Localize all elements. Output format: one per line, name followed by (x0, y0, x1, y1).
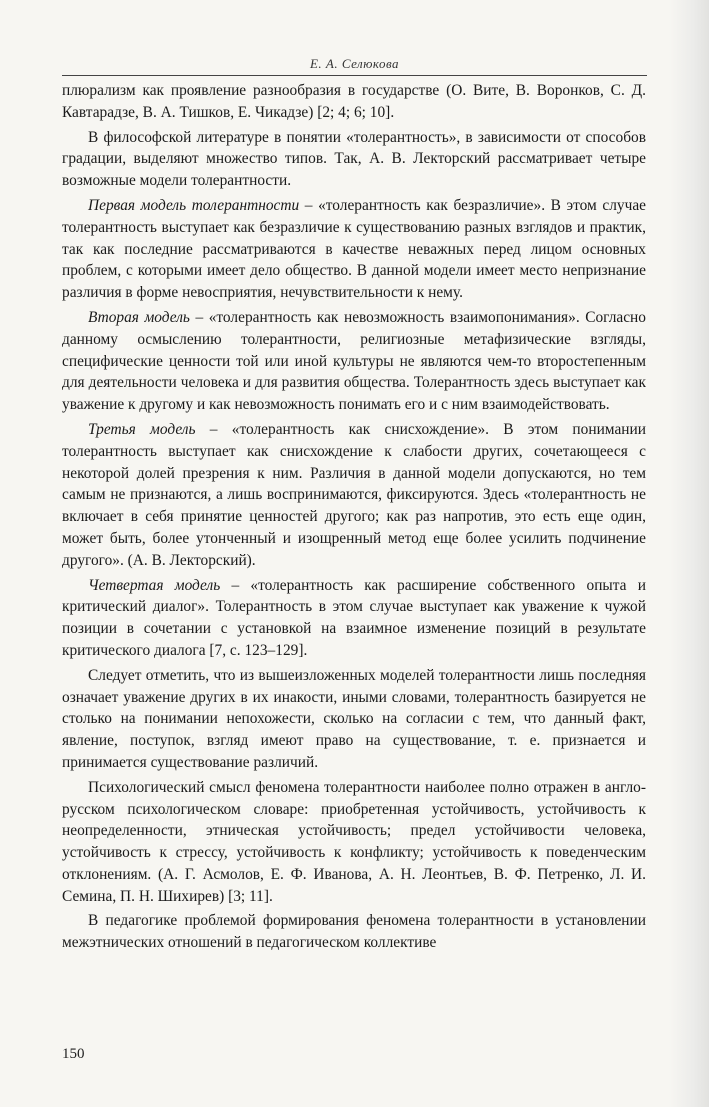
paragraph (62, 777, 646, 908)
model-title: Первая модель толерантности (88, 196, 300, 214)
model-title: Третья модель (88, 420, 196, 438)
paragraph (62, 419, 646, 572)
paragraph-text: плюрализм как проявление разнообразия в государстве (О. Вите, В. Воронков, С. Д. Кавтарадзе, В. А. Тишков, Е. Чикадзе) [2; 4; 6; 10]. (62, 82, 646, 121)
header-rule (62, 75, 647, 76)
paragraph-text: – «толерантность как расширение собственного опыта и критический диалог». Толерантность в этом случае выступает как уважение к чужой позиции в сочетании с установкой на взаимное изменение позиций в результате критического диалога [7, с. 123–129]. (62, 576, 646, 659)
paragraph-text: Следует отметить, что из вышеизложенных моделей толерантности лишь последняя означает уважение других в их инакости, иными словами, толерантность базируется не столько на понимании непохожести, сколько на согласии с тем, что данный факт, явление, поступок, взгляд имеют право на существование, т. е. признается и принимается существование различий. (62, 666, 646, 771)
paragraph-text: Психологический смысл феномена толерантности наиболее полно отражен в англо-русском психологическом словаре: приобретенная устойчивость, устойчивость к неопределенности, этническая устойчивость; предел устойчивости человека, устойчивость к стрессу, устойчивость к конфликту; устойчивость к поведенческим отклонениям. (А. Г. Асмолов, Е. Ф. Иванова, А. Н. Леонтьев, В. Ф. Петренко, Л. И. Семина, П. Н. Шихирев) [3; 11]. (62, 778, 646, 905)
paragraph-text: – «толерантность как снисхождение». В этом понимании толерантность выступает как снисхождение к слабости других, сочетающееся с некоторой долей презрения к ним. Различия в данной модели допускаются, но тем самым не признаются, а лишь воспринимаются, фиксируются. Здесь «толерантность не включает в себя принятие ценностей другого; как раз напротив, это есть еще один, может быть, более утонченный и изощренный метод еще более усилить подчинение другого». (А. В. Лекторский). (62, 420, 646, 569)
paragraph (62, 195, 646, 304)
paragraph-text: – «толерантность как невозможность взаимопонимания». Согласно данному осмыслению толерантности, религиозные метафизические взгляды, специфические ценности той или иной культуры не являются чем-то второстепенным для деятельности человека и для развития общества. Толерантность здесь выступает как уважение к другому и как невозможность понимать его и с ним взаимодействовать. (62, 308, 646, 414)
paragraph (62, 80, 646, 124)
paragraph (62, 575, 646, 662)
model-title: Четвертая модель (88, 576, 221, 594)
page-edge-shadow (669, 0, 709, 1107)
page-number: 150 (62, 1046, 85, 1062)
body-text (62, 80, 646, 957)
paragraph (62, 910, 646, 954)
paragraph (62, 307, 646, 416)
running-head: Е. А. Селюкова (309, 56, 400, 71)
paragraph-text: В философской литературе в понятии «толерантность», в зависимости от способов градации, выделяют множество типов. Так, А. В. Лекторский рассматривает четыре возможные модели толерантности. (62, 128, 646, 190)
model-title: Вторая модель (88, 308, 190, 326)
paragraph (62, 665, 646, 774)
paragraph (62, 127, 646, 192)
paragraph-text: – «толерантность как безразличие». В этом случае толерантность выступает как безразличие к существованию разных взглядов и практик, так как последние рассматриваются в качестве неважных перед лицом основных проблем, с которыми имеет дело общество. В данной модели имеет место непризнание различия в форме невосприятия, нечувствительности к нему. (62, 196, 646, 302)
paragraph-text: В педагогике проблемой формирования феномена толерантности в установлении межэтнических отношений в педагогическом коллективе (62, 912, 646, 952)
